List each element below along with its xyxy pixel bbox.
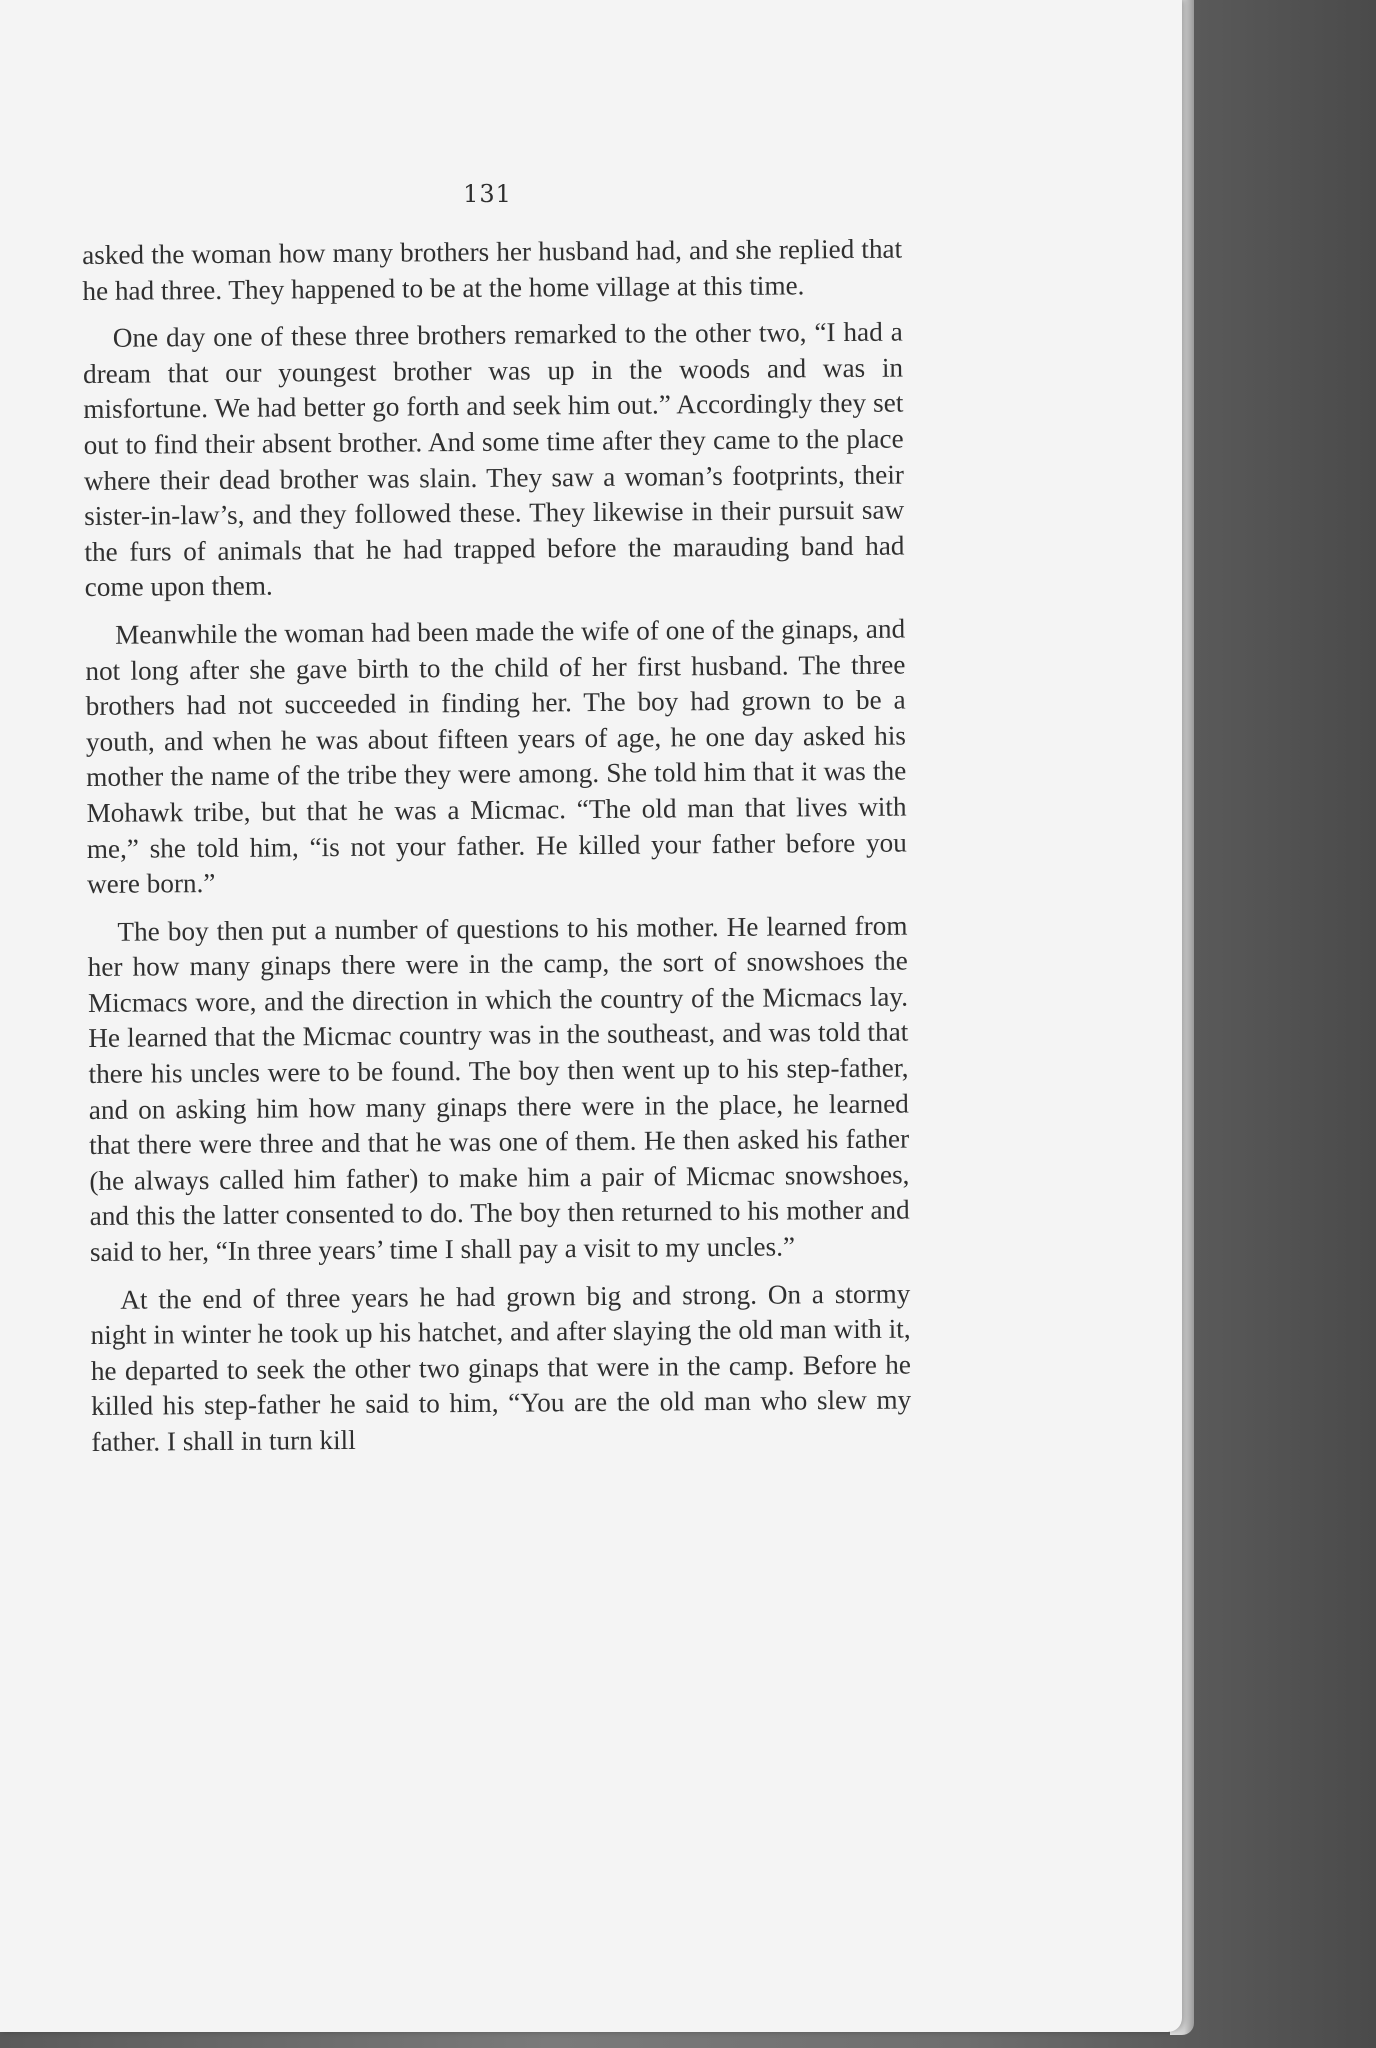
page-body (82, 232, 912, 1473)
page-number: 131 (463, 180, 512, 208)
paragraph-5: At the end of three years he had grown big and strong. On a stormy night in winter he took up his hatchet, and after slaying the old man with it, he departed to seek the other two ginaps that were in the camp. Before he killed his step-father he said to him, “You are the old man who slew my father. I shall in turn kill (90, 1278, 912, 1457)
paragraph-1: asked the woman how many brothers her husband had, and she replied that he had three. They happened to be at the home village at this time. (82, 233, 903, 306)
paragraph-2: One day one of these three brothers remarked to the other two, “I had a dream that our youngest brother was up in the woods and was in misfortune. We had better go forth and seek him out.” Accordingly they set out to find their absent brother. And some time after they came to the place where their dead brother was slain. They saw a woman’s footprints, their sister-in-law’s, and they followed these. They likewise in their pursuit saw the furs of animals that he had trapped before the marauding band had come upon them. (82, 316, 905, 603)
paragraph-4: The boy then put a number of questions to his mother. He learned from her how many ginaps there were in the camp, the sort of snowshoes the Micmacs wore, and the direction in which the country of the Micmacs lay. He learned that the Micmac country was in the southeast, and was told that there his uncles were to be found. The boy then went up to his step-father, and on asking him how many ginaps there were in the place, he learned that there were three and that he was one of them. He then asked his father (he always called him father) to make him a pair of Micmac snowshoes, and this the latter consented to do. The boy then returned to his mother and said to her, “In three years’ time I shall pay a visit to my uncles.” (87, 910, 910, 1267)
paragraph-3: Meanwhile the woman had been made the wife of one of the ginaps, and not long after she gave birth to the child of her first husband. The three brothers had not succeeded in finding her. The boy had grown to be a youth, and when he was about fifteen years of age, he one day asked his mother the name of the tribe they were among. She told him that it was the Mohawk tribe, but that he was a Micmac. “The old man that lives with me,” she told him, “is not your father. He killed your father before you were born.” (85, 613, 907, 900)
